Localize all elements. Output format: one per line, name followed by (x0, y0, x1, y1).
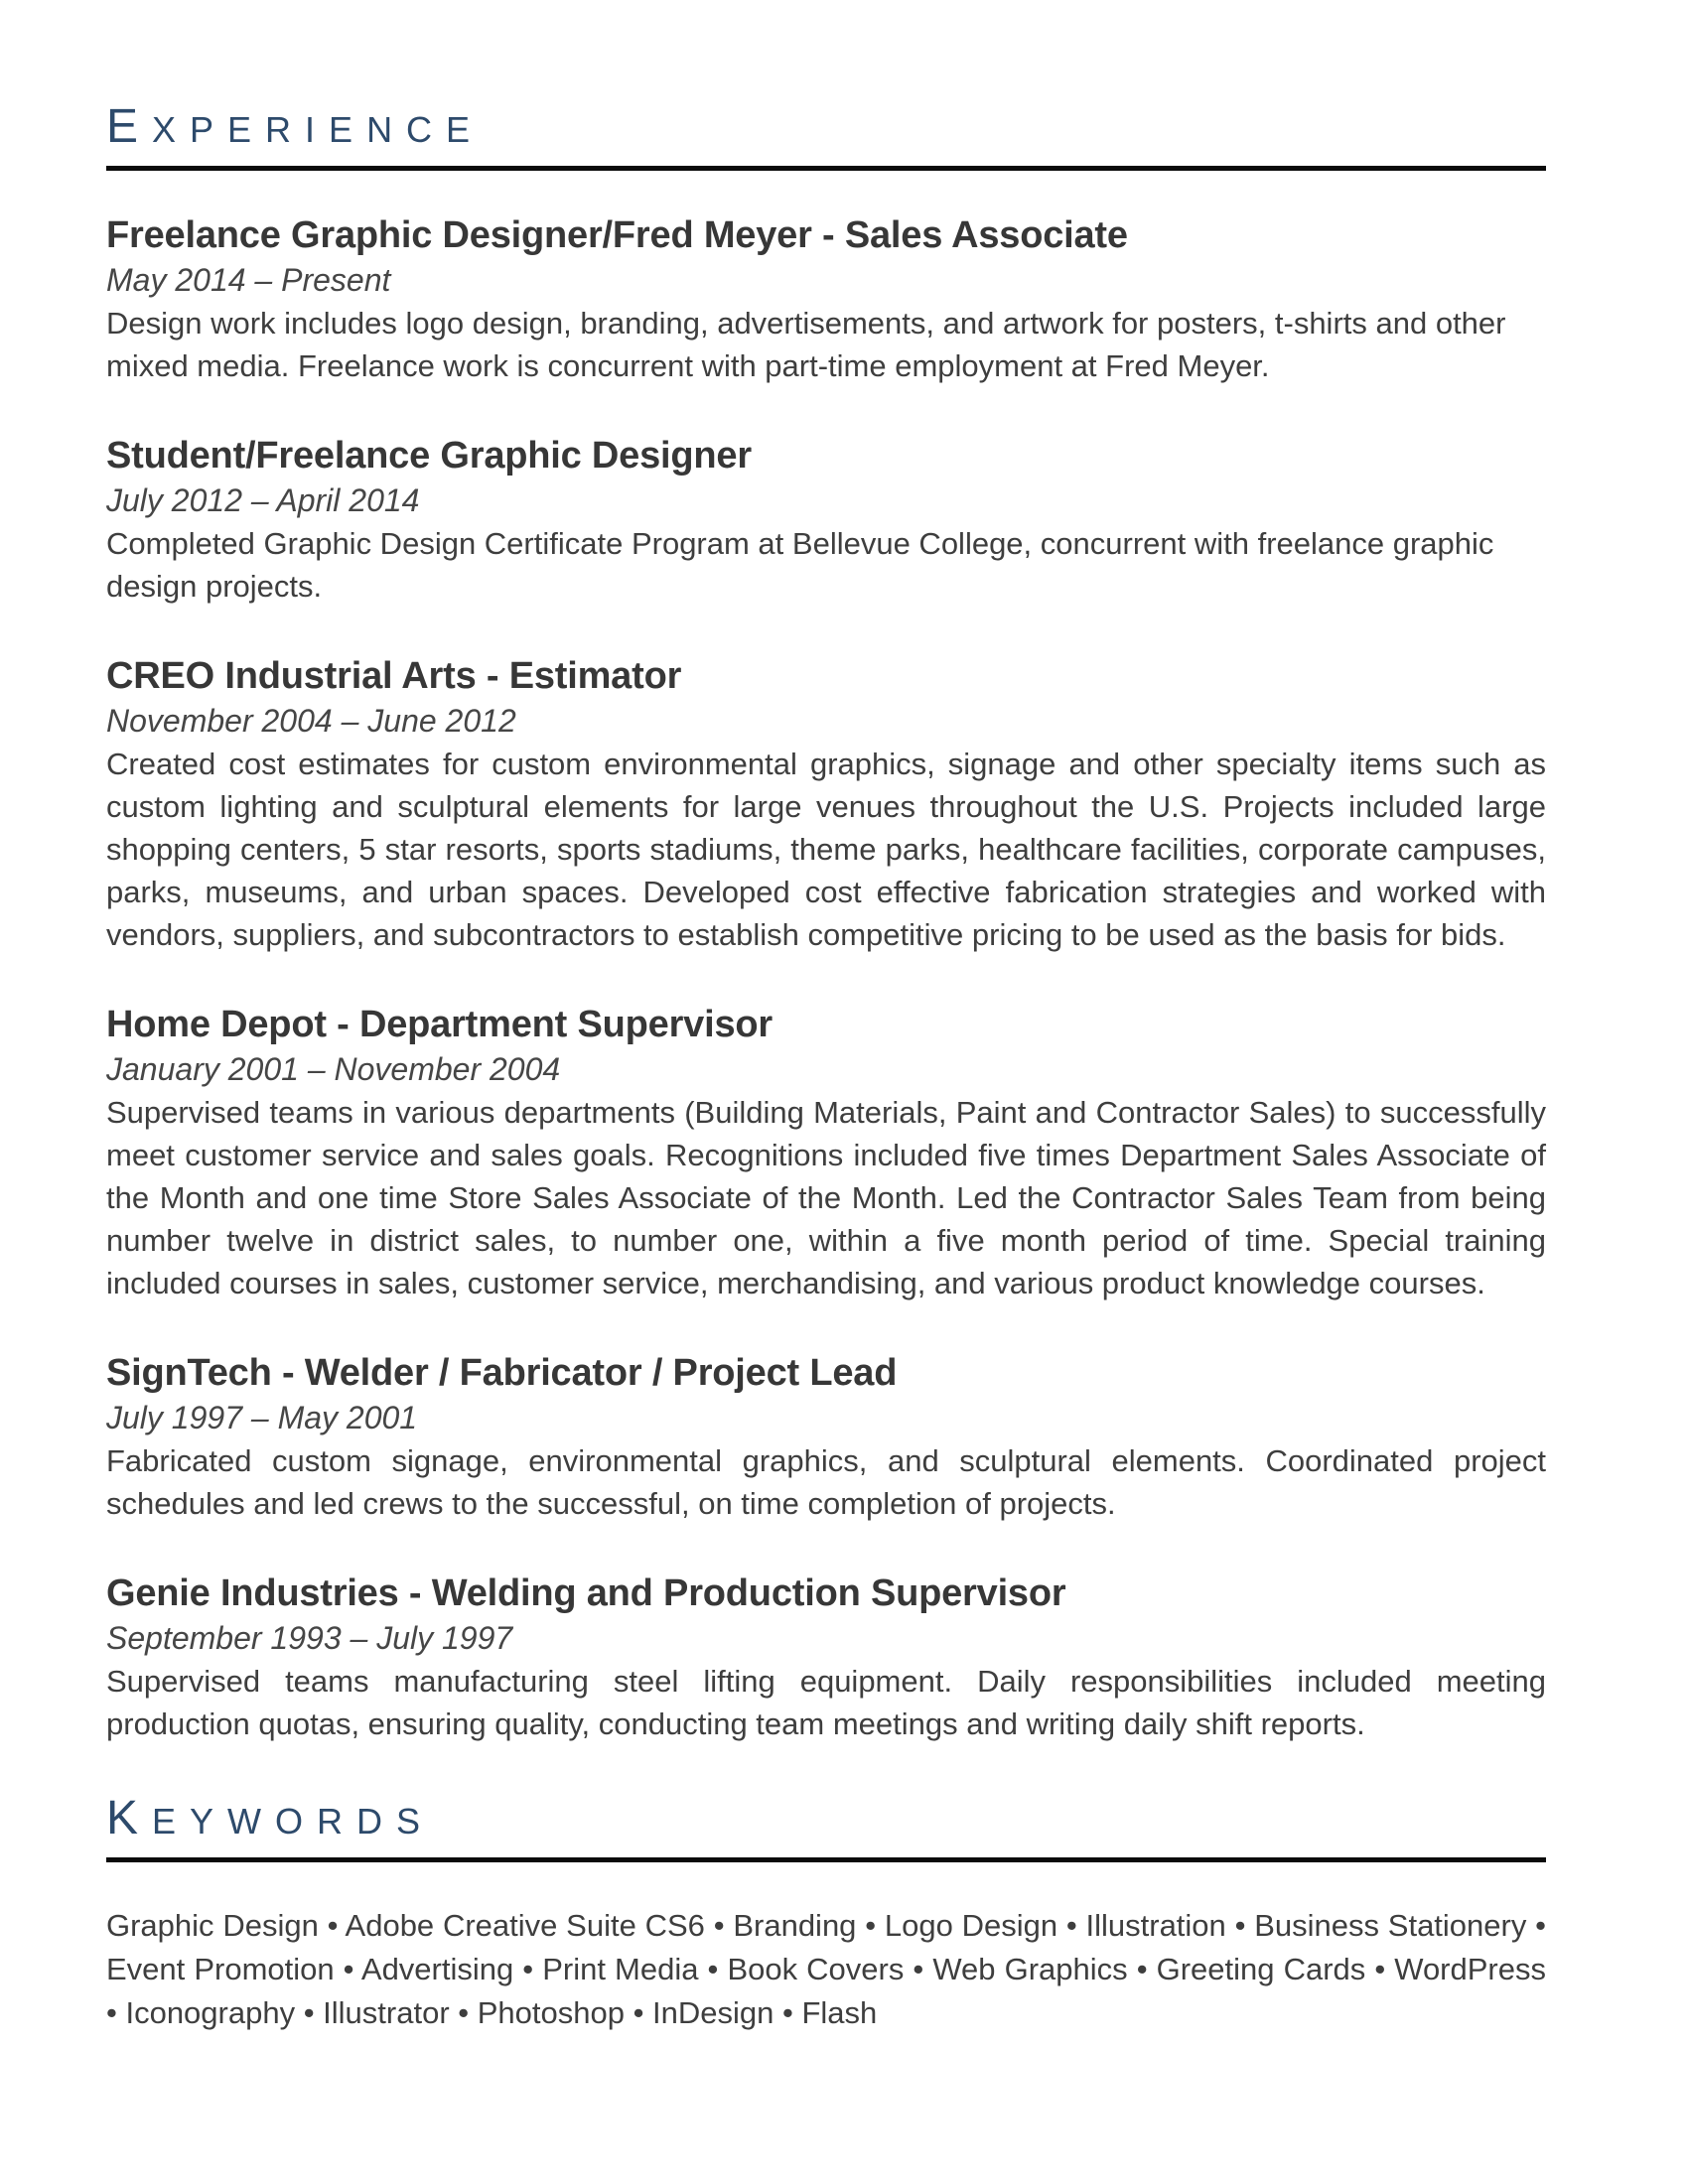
job-description: Design work includes logo design, branding, advertisements, and artwork for posters, t-shirts and other mixed media. Freelance work is concurrent with part-time employment at Fred Meyer. (106, 306, 1506, 384)
job-description: Created cost estimates for custom environmental graphics, signage and other specialty items such as custom lighting and sculptural elements for large venues throughout the U.S. Projects included large shopping centers, 5 star resorts, sports stadiums, theme parks, healthcare facilities, corporate campuses, parks, museums, and urban spaces. Developed cost effective fabrication strategies and worked with vendors, suppliers, and subcontractors to establish competitive pricing to be used as the basis for bids. (106, 747, 1546, 953)
job-entry-genie-industries (106, 1570, 1546, 1745)
job-entry-creo-industrial-arts (106, 653, 1546, 956)
keywords-section (106, 1791, 1546, 2035)
keywords-list: Graphic Design • Adobe Creative Suite CS6 • Branding • Logo Design • Illustration • Business Stationery • Event Promotion • Advertising • Print Media • Book Covers • Web Graphics • Greeting Cards • WordPress • Iconography • Illustrator • Photoshop • InDesign • Flash (106, 1908, 1546, 2031)
experience-divider-rule (106, 166, 1546, 171)
job-description: Supervised teams in various departments (Building Materials, Paint and Contractor Sales) to successfully meet customer service and sales goals. Recognitions included five times Department Sales Associate of the Month and one time Store Sales Associate of the Month. Led the Contractor Sales Team from being number twelve in district sales, to number one, within a five month period of time. Special training included courses in sales, customer service, merchandising, and various product knowledge courses. (106, 1095, 1546, 1301)
job-title: Freelance Graphic Designer/Fred Meyer - Sales Associate (106, 214, 1128, 257)
job-title: Student/Freelance Graphic Designer (106, 435, 752, 478)
job-entry-freelance-fred-meyer (106, 212, 1546, 387)
job-entry-student-freelance (106, 433, 1546, 608)
job-entry-home-depot (106, 1002, 1546, 1304)
job-title: CREO Industrial Arts - Estimator (106, 655, 682, 698)
experience-section (106, 99, 1546, 1745)
keywords-heading: KEYWORDS (106, 1792, 435, 1845)
job-description: Fabricated custom signage, environmental graphics, and sculptural elements. Coordinated project schedules and led crews to the successful, on time completion of projects. (106, 1443, 1546, 1522)
job-title: SignTech - Welder / Fabricator / Project Lead (106, 1352, 898, 1395)
keywords-divider-rule (106, 1857, 1546, 1862)
job-description: Supervised teams manufacturing steel lifting equipment. Daily responsibilities included meeting production quotas, ensuring quality, conducting team meetings and writing daily shift reports. (106, 1664, 1546, 1742)
job-dates: September 1993 – July 1997 (106, 1620, 513, 1657)
job-dates: November 2004 – June 2012 (106, 703, 516, 740)
job-title: Home Depot - Department Supervisor (106, 1004, 773, 1046)
job-entry-signtech (106, 1350, 1546, 1525)
job-dates: July 2012 – April 2014 (106, 482, 420, 519)
experience-heading: EXPERIENCE (106, 100, 485, 153)
job-title: Genie Industries - Welding and Production Supervisor (106, 1572, 1066, 1615)
job-dates: July 1997 – May 2001 (106, 1400, 418, 1436)
job-description: Completed Graphic Design Certificate Program at Bellevue College, concurrent with freelance graphic design projects. (106, 526, 1494, 605)
job-dates: May 2014 – Present (106, 262, 391, 299)
job-dates: January 2001 – November 2004 (106, 1051, 561, 1088)
